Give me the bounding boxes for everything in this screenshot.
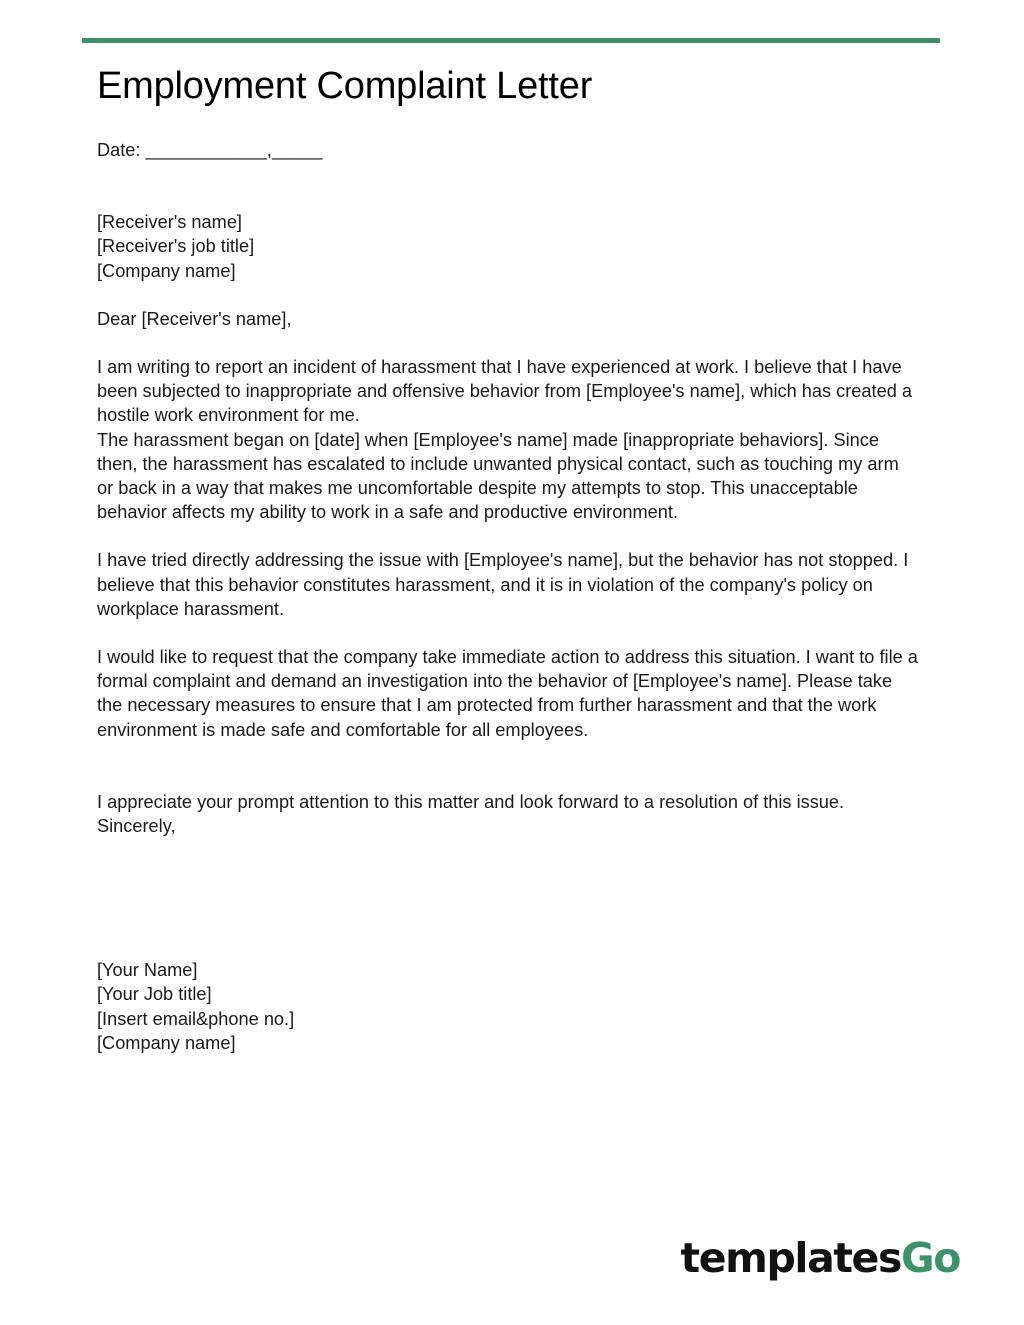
closing-salutation: Sincerely, [97,816,176,837]
recipient-company: [Company name] [97,260,236,281]
document-content [97,62,919,1055]
page-title: Employment Complaint Letter [97,65,593,107]
paragraph-prior-attempts: I have tried directly addressing the issue with [Employee's name], but the behavior has not stopped. I believe that this behavior constitutes harassment, and it is in violation of the company's policy on workplace harassment. [97,550,909,619]
spacer [97,162,919,210]
signature-contact: [Insert email&phone no.] [97,1008,295,1029]
spacer [97,621,919,645]
recipient-job-title: [Receiver's job title] [97,236,255,257]
signature-company: [Company name] [97,1032,236,1053]
salutation: Dear [Receiver's name], [97,308,292,329]
logo-text-primary: templates [680,1234,901,1282]
templatesgo-logo [680,1234,960,1282]
paragraph-closing-thanks: I appreciate your prompt attention to this matter and look forward to a resolution of this issue. [97,791,845,812]
spacer [97,524,919,548]
spacer [97,283,919,307]
header-rule [82,38,940,43]
spacer [97,331,919,355]
letter-body [97,138,919,1055]
recipient-name: [Receiver's name] [97,212,242,233]
paragraph-request: I would like to request that the company take immediate action to address this situation. I want to file a formal complaint and demand an investigation into the behavior of [Employee's name]. Please take the necessary measures to ensure that I am protected from further harassment and that the work environment is made safe and comfortable for all employees. [97,647,918,740]
signature-job-title: [Your Job title] [97,984,212,1005]
paragraph-intro: I am writing to report an incident of harassment that I have experienced at work. I believe that I have been subjected to inappropriate and offensive behavior from [Employee's name], which has created a hostile work environment for me. [97,357,912,426]
paragraph-incident-detail: The harassment began on [date] when [Employee's name] made [inappropriate behaviors]. Since then, the harassment has escalated to include unwanted physical contact, such as touching my arm or back in a way that makes me uncomfortable despite my attempts to stop. This unacceptable behavior affects my ability to work in a safe and productive environment. [97,429,899,523]
signature-name: [Your Name] [97,960,198,981]
spacer [97,742,919,790]
spacer [97,910,919,958]
logo-text-accent: Go [900,1234,960,1282]
date-line: Date: ____________,_____ [97,140,323,160]
spacer [97,838,919,910]
